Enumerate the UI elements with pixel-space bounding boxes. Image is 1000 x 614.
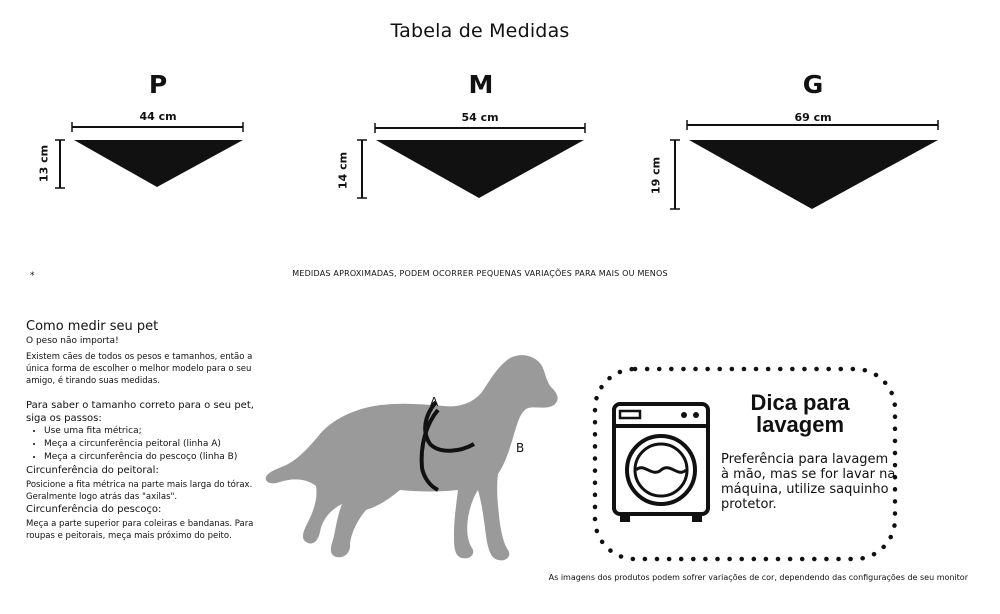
how-to-measure-title: Como medir seu pet xyxy=(26,319,159,334)
size-m-height-label: 14 cm xyxy=(336,151,350,190)
note-asterisk: * xyxy=(30,271,35,281)
size-p-letter: P xyxy=(148,70,168,99)
size-g-letter: G xyxy=(802,70,824,99)
step-item: • Meça a circunferência do pescoço (linha B) xyxy=(44,451,276,464)
size-g-width-label: 69 cm xyxy=(794,111,832,124)
page-title: Tabela de Medidas xyxy=(390,20,570,42)
neck-title: Circunferência do pescoço: xyxy=(26,504,162,515)
dog-label-b: B xyxy=(516,441,525,455)
washing-tip-text: Preferência para lavagem à mão, mas se for lavar na máquina, utilize saquinho protetor. xyxy=(721,452,896,512)
color-disclaimer: As imagens dos produtos podem sofrer variações de cor, dependendo das configurações de seu monitor xyxy=(548,573,968,582)
bandana-size-diagrams xyxy=(0,0,1000,300)
steps-list xyxy=(26,425,276,464)
how-to-measure-section xyxy=(26,318,276,542)
washing-tip-title: Dica para lavagem xyxy=(750,390,850,437)
intro-text: Existem cães de todos os pesos e tamanhos, então a única forma de escolher o melhor modelo para o seu amigo, é tirando suas medidas. xyxy=(26,352,253,386)
neck-text: Meça a parte superior para coleiras e bandanas. Para roupas e peitorais, meça mais próximo do peito. xyxy=(26,519,254,541)
step-item: • Meça a circunferência peitoral (linha A) xyxy=(44,438,276,451)
size-g-height-label: 19 cm xyxy=(649,156,663,195)
dog-silhouette xyxy=(260,350,570,570)
steps-title: Para saber o tamanho correto para o seu pet, siga os passos: xyxy=(26,400,254,424)
bandana-p-shape xyxy=(55,122,243,188)
chest-text: Posicione a fita métrica na parte mais larga do tórax. Geralmente logo atrás das "axilas". xyxy=(26,480,253,502)
bandana-g-shape xyxy=(670,120,938,209)
step-item: • Use uma fita métrica; xyxy=(44,425,276,438)
washing-machine-icon xyxy=(610,400,712,524)
dog-label-a: A xyxy=(430,395,439,409)
size-m-letter: M xyxy=(468,70,494,99)
weight-note: O peso não importa! xyxy=(26,336,119,346)
size-p-height-label: 13 cm xyxy=(37,144,51,183)
chest-title: Circunferência do peitoral: xyxy=(26,465,159,476)
size-p-width-label: 44 cm xyxy=(139,110,177,123)
size-m-width-label: 54 cm xyxy=(461,111,499,124)
approximate-measures-note: MEDIDAS APROXIMADAS, PODEM OCORRER PEQUENAS VARIAÇÕES PARA MAIS OU MENOS xyxy=(292,269,668,278)
bandana-m-shape xyxy=(357,123,585,198)
